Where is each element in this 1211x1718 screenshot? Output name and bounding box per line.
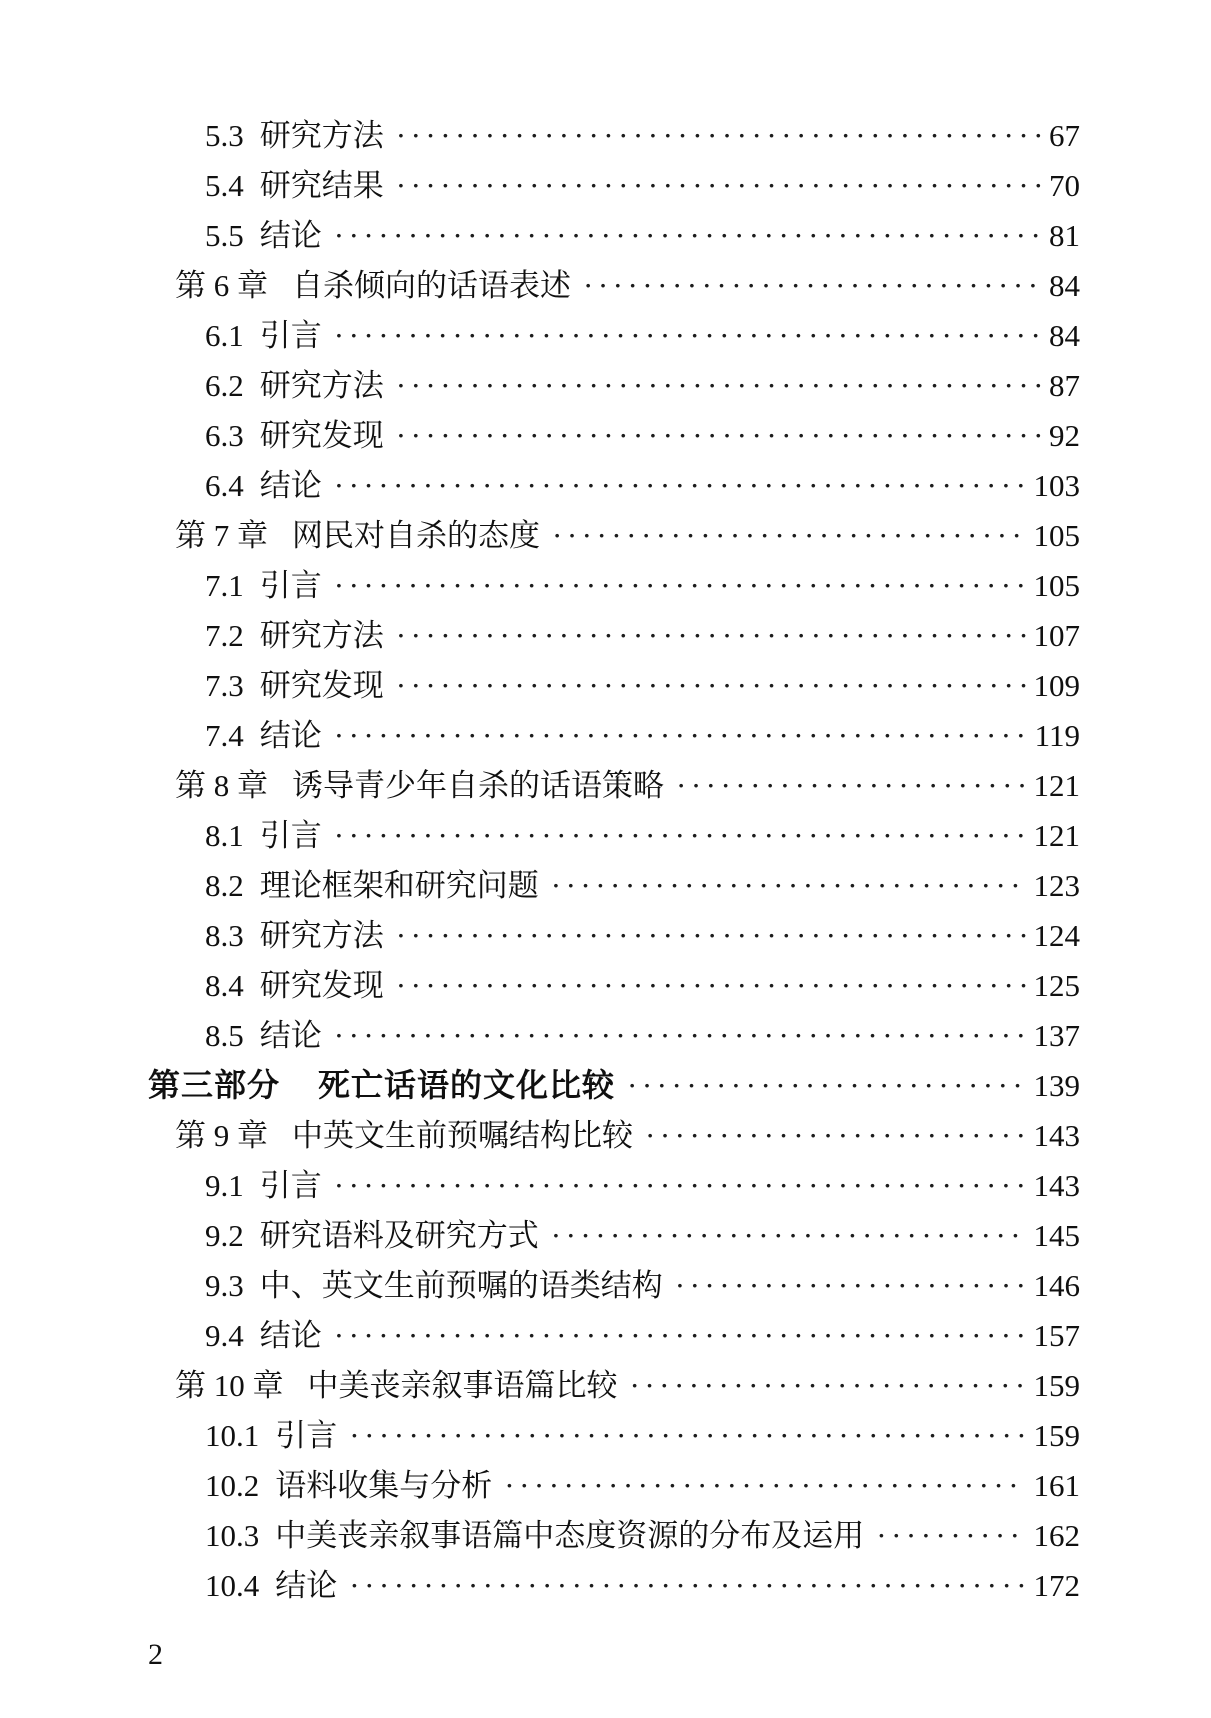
dot-leader bbox=[334, 220, 1041, 251]
entry-page-number: 159 bbox=[1033, 1367, 1080, 1403]
entry-number: 9.2 bbox=[205, 1217, 244, 1253]
entry-title: 研究发现 bbox=[259, 417, 384, 453]
dot-leader bbox=[645, 1120, 1026, 1151]
entry-title: 结论 bbox=[259, 467, 322, 503]
entry-page-number: 81 bbox=[1049, 217, 1080, 253]
entry-number: 8.1 bbox=[205, 817, 244, 853]
entry-title: 结论 bbox=[259, 1317, 322, 1353]
entry-title: 结论 bbox=[275, 1567, 338, 1603]
toc-entry bbox=[0, 460, 1211, 510]
entry-page-number: 146 bbox=[1033, 1267, 1080, 1303]
toc-entry bbox=[0, 1160, 1211, 1210]
toc-entry bbox=[0, 410, 1211, 460]
toc-entry bbox=[0, 1360, 1211, 1410]
entry-number: 8.2 bbox=[205, 867, 244, 903]
entry-number: 8.4 bbox=[205, 967, 244, 1003]
entry-number: 9.1 bbox=[205, 1167, 244, 1203]
entry-title: 中英文生前预嘱结构比较 bbox=[292, 1117, 633, 1153]
entry-number: 第 10 章 bbox=[175, 1367, 284, 1403]
toc-entry bbox=[0, 1210, 1211, 1260]
entry-number: 7.1 bbox=[205, 567, 244, 603]
entry-page-number: 105 bbox=[1033, 567, 1080, 603]
toc-entry bbox=[0, 1310, 1211, 1360]
toc-entry bbox=[0, 310, 1211, 360]
entry-page-number: 172 bbox=[1033, 1567, 1080, 1603]
entry-page-number: 103 bbox=[1033, 467, 1080, 503]
folio-page-number: 2 bbox=[148, 1638, 163, 1671]
dot-leader bbox=[504, 1470, 1025, 1501]
entry-page-number: 125 bbox=[1033, 967, 1080, 1003]
entry-title: 理论框架和研究问题 bbox=[259, 867, 539, 903]
entry-number: 第 7 章 bbox=[175, 517, 268, 553]
toc-entry bbox=[0, 1410, 1211, 1460]
entry-page-number: 124 bbox=[1033, 917, 1080, 953]
dot-leader bbox=[334, 320, 1041, 351]
entry-page-number: 92 bbox=[1049, 417, 1080, 453]
entry-number: 7.3 bbox=[205, 667, 244, 703]
entry-title: 结论 bbox=[259, 717, 322, 753]
entry-page-number: 137 bbox=[1033, 1017, 1080, 1053]
entry-title: 诱导青少年自杀的话语策略 bbox=[292, 767, 664, 803]
entry-page-number: 159 bbox=[1033, 1417, 1080, 1453]
toc-entry bbox=[0, 610, 1211, 660]
entry-title: 中美丧亲叙事语篇比较 bbox=[307, 1367, 618, 1403]
entry-number: 第 8 章 bbox=[175, 767, 268, 803]
dot-leader bbox=[334, 570, 1026, 601]
entry-title: 语料收集与分析 bbox=[275, 1467, 493, 1503]
entry-page-number: 139 bbox=[1033, 1067, 1080, 1103]
entry-page-number: 67 bbox=[1049, 117, 1080, 153]
entry-title: 网民对自杀的态度 bbox=[292, 517, 540, 553]
dot-leader bbox=[396, 970, 1026, 1001]
toc-entry bbox=[0, 910, 1211, 960]
entry-number: 8.3 bbox=[205, 917, 244, 953]
entry-page-number: 107 bbox=[1033, 617, 1080, 653]
dot-leader bbox=[349, 1420, 1025, 1451]
entry-number: 6.1 bbox=[205, 317, 244, 353]
dot-leader bbox=[334, 1020, 1026, 1051]
toc-entry bbox=[0, 1260, 1211, 1310]
entry-page-number: 145 bbox=[1033, 1217, 1080, 1253]
entry-title: 自杀倾向的话语表述 bbox=[292, 267, 571, 303]
toc-entry bbox=[0, 360, 1211, 410]
dot-leader bbox=[396, 620, 1026, 651]
entry-number: 7.4 bbox=[205, 717, 244, 753]
entry-number: 9.3 bbox=[205, 1267, 244, 1303]
entry-page-number: 123 bbox=[1033, 867, 1080, 903]
toc-entry bbox=[0, 810, 1211, 860]
entry-title: 研究结果 bbox=[259, 167, 384, 203]
entry-page-number: 87 bbox=[1049, 367, 1080, 403]
entry-page-number: 121 bbox=[1033, 767, 1080, 803]
entry-title: 研究方法 bbox=[259, 117, 384, 153]
toc-entry bbox=[0, 1510, 1211, 1560]
entry-page-number: 105 bbox=[1033, 517, 1080, 553]
toc-entry bbox=[0, 1060, 1211, 1110]
entry-number: 5.4 bbox=[205, 167, 244, 203]
entry-page-number: 143 bbox=[1033, 1117, 1080, 1153]
entry-page-number: 84 bbox=[1049, 267, 1080, 303]
entry-title: 研究发现 bbox=[259, 967, 384, 1003]
entry-page-number: 157 bbox=[1033, 1317, 1080, 1353]
dot-leader bbox=[676, 770, 1026, 801]
toc-entry bbox=[0, 510, 1211, 560]
dot-leader bbox=[334, 820, 1026, 851]
entry-page-number: 143 bbox=[1033, 1167, 1080, 1203]
toc-entry bbox=[0, 1010, 1211, 1060]
entry-title: 研究方法 bbox=[259, 367, 384, 403]
dot-leader bbox=[552, 520, 1026, 551]
toc-entry bbox=[0, 1460, 1211, 1510]
toc-entry bbox=[0, 110, 1211, 160]
toc-entry bbox=[0, 1560, 1211, 1610]
toc-entry bbox=[0, 1110, 1211, 1160]
dot-leader bbox=[675, 1270, 1026, 1301]
dot-leader bbox=[349, 1570, 1025, 1601]
toc-entry bbox=[0, 160, 1211, 210]
entry-number: 7.2 bbox=[205, 617, 244, 653]
dot-leader bbox=[334, 1320, 1026, 1351]
entry-number: 10.1 bbox=[205, 1417, 260, 1453]
entry-title: 研究语料及研究方式 bbox=[259, 1217, 539, 1253]
entry-page-number: 162 bbox=[1033, 1517, 1080, 1553]
entry-number: 10.4 bbox=[205, 1567, 260, 1603]
entry-number: 8.5 bbox=[205, 1017, 244, 1053]
dot-leader bbox=[334, 470, 1026, 501]
dot-leader bbox=[396, 120, 1041, 151]
entry-page-number: 121 bbox=[1033, 817, 1080, 853]
dot-leader bbox=[396, 420, 1041, 451]
entry-number: 第 6 章 bbox=[175, 267, 268, 303]
entry-number: 第三部分 bbox=[148, 1067, 281, 1103]
entry-title: 死亡话语的文化比较 bbox=[318, 1067, 616, 1103]
entry-page-number: 70 bbox=[1049, 167, 1080, 203]
entry-page-number: 119 bbox=[1034, 717, 1080, 753]
entry-title: 研究发现 bbox=[259, 667, 384, 703]
toc-entry bbox=[0, 660, 1211, 710]
entry-page-number: 161 bbox=[1033, 1467, 1080, 1503]
toc-entry bbox=[0, 260, 1211, 310]
entry-number: 5.3 bbox=[205, 117, 244, 153]
entry-title: 结论 bbox=[259, 1017, 322, 1053]
dot-leader bbox=[583, 270, 1041, 301]
dot-leader bbox=[630, 1370, 1026, 1401]
entry-number: 10.2 bbox=[205, 1467, 260, 1503]
entry-page-number: 109 bbox=[1033, 667, 1080, 703]
entry-title: 研究方法 bbox=[259, 917, 384, 953]
toc-entry bbox=[0, 560, 1211, 610]
entry-number: 6.4 bbox=[205, 467, 244, 503]
entry-number: 5.5 bbox=[205, 217, 244, 253]
dot-leader bbox=[627, 1070, 1025, 1101]
toc-entry bbox=[0, 960, 1211, 1010]
toc-entry bbox=[0, 760, 1211, 810]
entry-number: 第 9 章 bbox=[175, 1117, 268, 1153]
entry-title: 研究方法 bbox=[259, 617, 384, 653]
dot-leader bbox=[876, 1520, 1025, 1551]
entry-number: 6.2 bbox=[205, 367, 244, 403]
entry-title: 引言 bbox=[259, 1167, 322, 1203]
dot-leader bbox=[334, 720, 1027, 751]
entry-number: 9.4 bbox=[205, 1317, 244, 1353]
entry-title: 中美丧亲叙事语篇中态度资源的分布及运用 bbox=[275, 1517, 865, 1553]
dot-leader bbox=[551, 1220, 1026, 1251]
entry-page-number: 84 bbox=[1049, 317, 1080, 353]
dot-leader bbox=[396, 170, 1041, 201]
dot-leader bbox=[551, 870, 1026, 901]
dot-leader bbox=[396, 370, 1041, 401]
entry-title: 结论 bbox=[259, 217, 322, 253]
dot-leader bbox=[396, 670, 1026, 701]
entry-title: 引言 bbox=[259, 817, 322, 853]
entry-title: 引言 bbox=[259, 567, 322, 603]
dot-leader bbox=[396, 920, 1026, 951]
entry-title: 中、英文生前预嘱的语类结构 bbox=[259, 1267, 663, 1303]
toc-entry bbox=[0, 710, 1211, 760]
toc-entry bbox=[0, 210, 1211, 260]
toc-entry bbox=[0, 860, 1211, 910]
entry-title: 引言 bbox=[259, 317, 322, 353]
dot-leader bbox=[334, 1170, 1026, 1201]
entry-title: 引言 bbox=[275, 1417, 338, 1453]
entry-number: 10.3 bbox=[205, 1517, 260, 1553]
entry-number: 6.3 bbox=[205, 417, 244, 453]
